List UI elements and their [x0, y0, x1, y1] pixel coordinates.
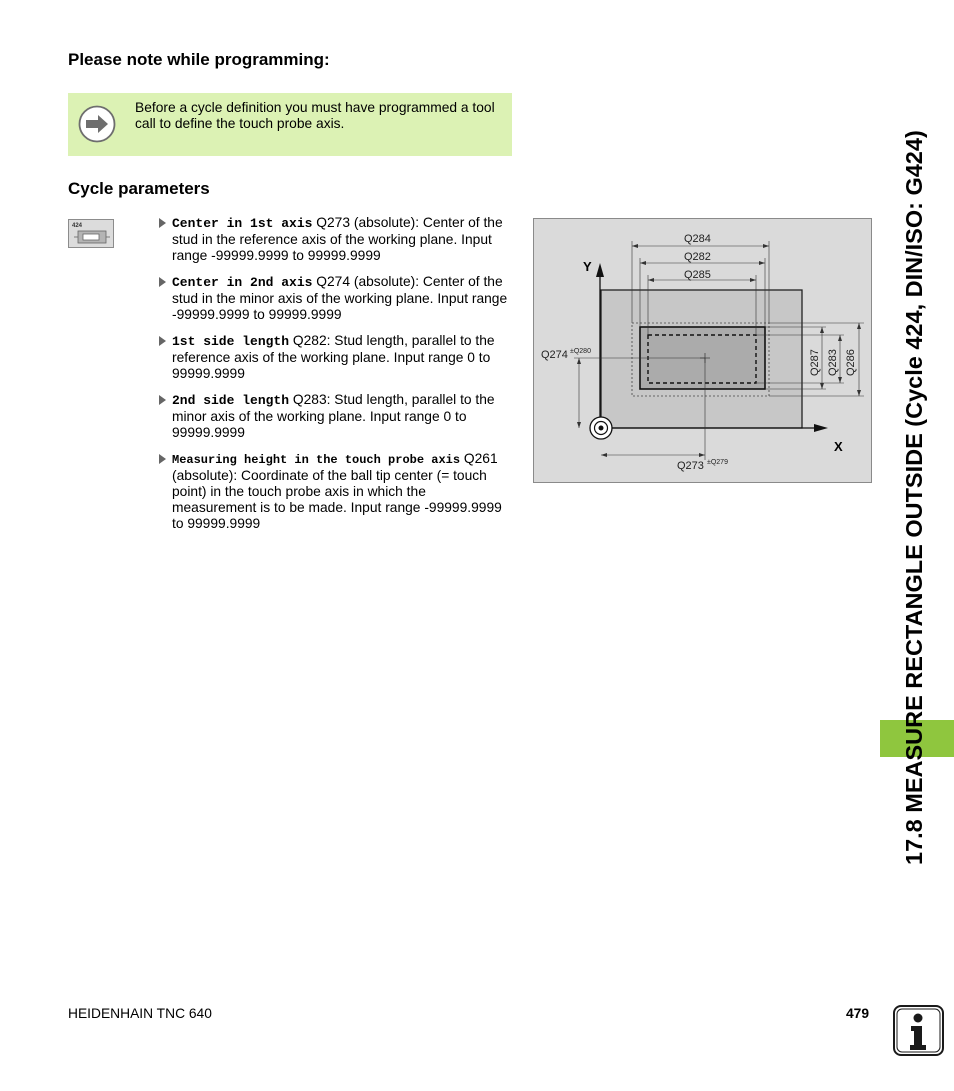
footer-product: HEIDENHAIN TNC 640 — [68, 1006, 212, 1021]
dim-label-q280: ±Q280 — [570, 348, 591, 355]
dim-label-q273: Q273 — [677, 460, 704, 472]
x-axis-label: X — [834, 439, 843, 454]
note-heading: Please note while programming: — [68, 50, 330, 69]
dim-label-q282: Q282 — [684, 251, 711, 263]
cycle-icon-label: 424 — [72, 223, 83, 229]
dim-label-q285: Q285 — [684, 269, 711, 281]
dim-label-q274: Q274 — [541, 349, 568, 361]
dim-label-q284: Q284 — [684, 233, 711, 245]
y-axis-label: Y — [583, 259, 592, 274]
parameter-item — [158, 333, 510, 382]
parameter-name: 2nd side length — [172, 393, 290, 408]
parameter-item — [158, 392, 510, 441]
parameter-item — [158, 274, 510, 323]
cycle-424-icon — [68, 219, 114, 248]
bullet-triangle-icon — [159, 218, 166, 228]
parameter-name: Center in 1st axis — [172, 216, 313, 231]
bullet-triangle-icon — [159, 336, 166, 346]
parameter-item — [158, 215, 510, 264]
info-icon — [893, 1005, 944, 1056]
bullet-triangle-icon — [159, 395, 166, 405]
y-axis-arrow-icon — [596, 263, 604, 277]
dim-label-q279: ±Q279 — [707, 459, 728, 466]
section-title: 17.8 MEASURE RECTANGLE OUTSIDE (Cycle 424, DIN/ISO: G424) — [901, 130, 927, 865]
dim-label-q283: Q283 — [827, 349, 839, 376]
parameter-description: Q261 (absolute): Coordinate of the ball tip center (= touch point) in the touch probe axis in which the measurement is to be made. Input range -99999.9999 to 99999.9999 — [172, 451, 502, 531]
parameter-description: Q282: Stud length, parallel to the reference axis of the working plane. Input range 0 to 99999.9999 — [172, 333, 495, 381]
parameter-description: Q273 (absolute): Center of the stud in the reference axis of the working plane. Input range -99999.9999 to 99999.9999 — [172, 215, 503, 263]
parameter-description: Q274 (absolute): Center of the stud in the minor axis of the working plane. Input range -99999.9999 to 99999.9999 — [172, 274, 508, 322]
cycle-diagram — [533, 218, 872, 483]
parameter-description: Q283: Stud length, parallel to the minor axis of the working plane. Input range 0 to 99999.9999 — [172, 392, 495, 440]
arrow-right-icon — [78, 105, 116, 143]
parameter-name: 1st side length — [172, 334, 290, 349]
parameter-list — [158, 215, 510, 542]
bullet-triangle-icon — [159, 277, 166, 287]
params-heading: Cycle parameters — [68, 179, 210, 198]
page-number: 479 — [846, 1006, 870, 1021]
dim-label-q287: Q287 — [809, 349, 821, 376]
parameter-name: Measuring height in the touch probe axis — [172, 453, 461, 467]
dim-label-q286: Q286 — [845, 349, 857, 376]
parameter-item — [158, 451, 510, 532]
bullet-triangle-icon — [159, 454, 166, 464]
parameter-name: Center in 2nd axis — [172, 275, 313, 290]
x-axis-arrow-icon — [814, 424, 828, 432]
note-box — [68, 93, 512, 156]
note-text: Before a cycle definition you must have programmed a tool call to define the touch probe axis. — [135, 100, 495, 131]
